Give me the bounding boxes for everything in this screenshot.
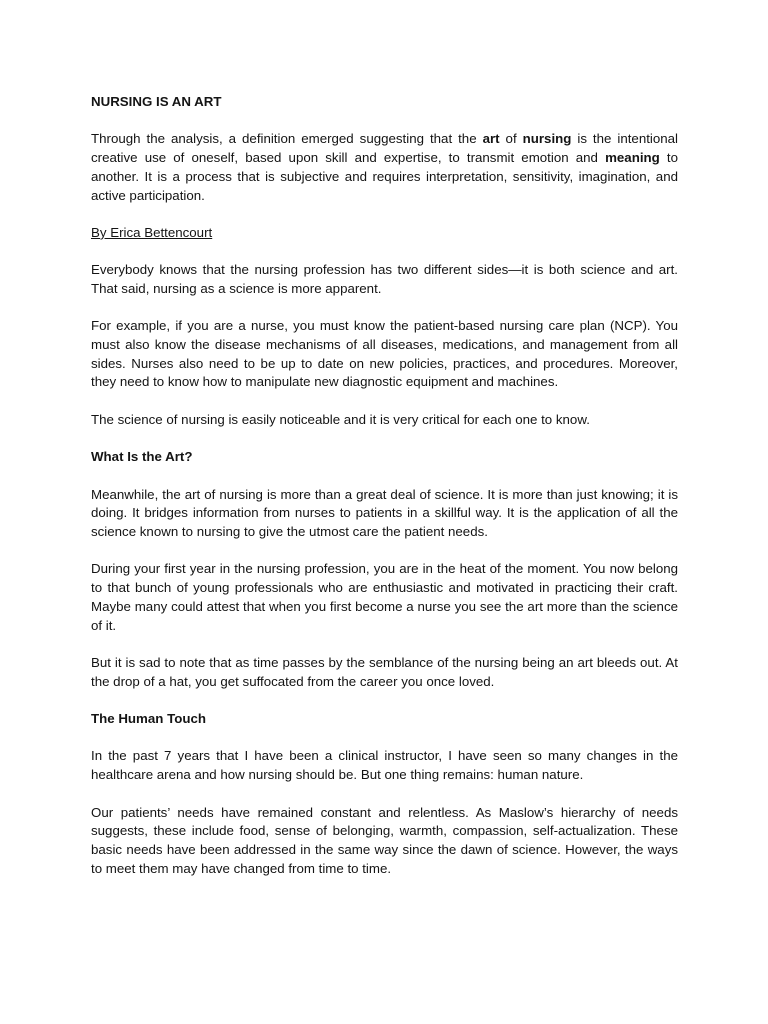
document-page (91, 93, 678, 897)
intro-text-4: to another. It is a process that is subjective and requires interpretation, sensitivity, imagination, and active participation. (91, 150, 678, 203)
art-paragraph-2: During your first year in the nursing profession, you are in the heat of the moment. You now belong to that bunch of young professionals who are enthusiastic and motivated in practicing their craft. Maybe many could attest that when you first become a nurse you see the art more than the science of it. (91, 561, 678, 633)
document-title: NURSING IS AN ART (91, 94, 222, 109)
human-touch-paragraph-2: Our patients’ needs have remained constant and relentless. As Maslow’s hierarchy of needs suggests, these include food, sense of belonging, warmth, compassion, self-actualization. These basic needs have been addressed in the same way since the dawn of science. However, the ways to meet them may have changed from time to time. (91, 804, 678, 876)
author-byline: By Erica Bettencourt (91, 224, 213, 240)
intro-bold-meaning: meaning (605, 150, 660, 166)
intro-bold-art: art (482, 131, 500, 147)
section-heading-human-touch: The Human Touch (91, 711, 206, 727)
body-paragraph-1: Everybody knows that the nursing profession has two different sides—it is both science and art. That said, nursing as a science is more apparent. (91, 262, 678, 296)
body-paragraph-2: For example, if you are a nurse, you must know the patient-based nursing care plan (NCP). You must also know the disease mechanisms of all diseases, medications, and management from all sides. Nurses also need to be up to date on new policies, practices, and procedures. Moreover, they need to know how to manipulate new diagnostic equipment and machines. (91, 318, 678, 390)
intro-text-1: Through the analysis, a definition emerged suggesting that the (91, 131, 483, 147)
intro-text-2: of (499, 131, 523, 147)
intro-paragraph (91, 130, 678, 205)
art-paragraph-1: Meanwhile, the art of nursing is more than a great deal of science. It is more than just knowing; it is doing. It bridges information from nurses to patients in a skillful way. It is the application of all the science known to nursing to give the utmost care the patient needs. (91, 486, 678, 540)
intro-bold-nursing: nursing (522, 131, 572, 147)
intro-text-3: is the intentional creative use of oneself, based upon skill and expertise, to transmit emotion and (91, 131, 679, 166)
human-touch-paragraph-1: In the past 7 years that I have been a clinical instructor, I have seen so many changes in the healthcare arena and how nursing should be. But one thing remains: human nature. (91, 748, 678, 783)
body-paragraph-3: The science of nursing is easily noticeable and it is very critical for each one to know. (91, 411, 590, 427)
art-paragraph-3: But it is sad to note that as time passes by the semblance of the nursing being an art bleeds out. At the drop of a hat, you get suffocated from the career you once loved. (91, 654, 678, 689)
section-heading-art: What Is the Art? (91, 449, 193, 465)
